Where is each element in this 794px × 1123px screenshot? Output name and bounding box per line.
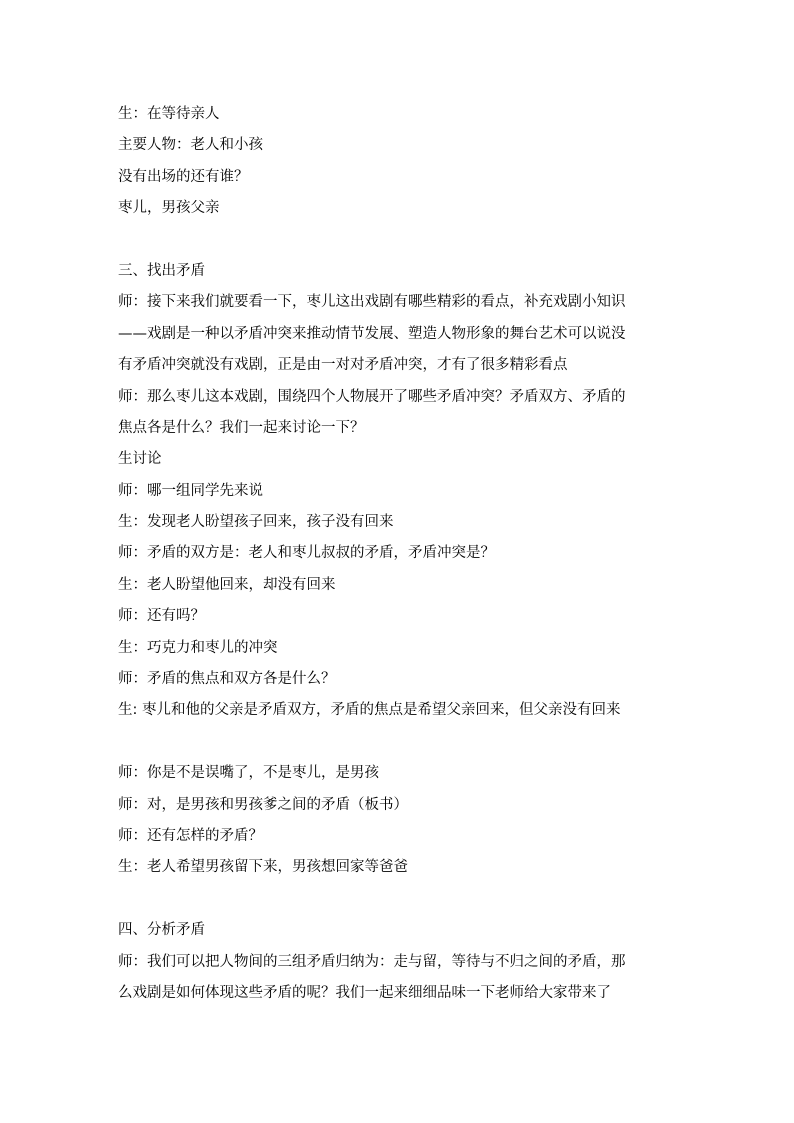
text-line: 师：接下来我们就要看一下，枣儿这出戏剧有哪些精彩的看点，补充戏剧小知识 [118, 294, 626, 311]
text-line: 师：还有怎样的矛盾？ [118, 827, 263, 844]
text-line: 师：对，是男孩和男孩爹之间的矛盾（板书） [118, 796, 408, 813]
text-line: 有矛盾冲突就没有戏剧，正是由一对对矛盾冲突，才有了很多精彩看点 [118, 357, 568, 374]
text-line: 生讨论 [118, 451, 162, 468]
text-line: 枣儿，男孩父亲 [118, 200, 220, 217]
text-line: 生：老人盼望他回来，却没有回来 [118, 576, 336, 593]
document-body [118, 99, 678, 1009]
text-line: 师：你是不是误嘴了，不是枣儿，是男孩 [118, 765, 379, 782]
text-line: 生：在等待亲人 [118, 106, 220, 122]
text-line: 师：我们可以把人物间的三组矛盾归纳为：走与留，等待与不归之间的矛盾，那 [118, 953, 626, 970]
text-line: 师：哪一组同学先来说 [118, 482, 263, 499]
text-line: ——戏剧是一种以矛盾冲突来推动情节发展、塑造人物形象的舞台艺术可以说没 [118, 325, 626, 342]
text-line: 师：还有吗？ [118, 608, 205, 625]
blank-line [118, 727, 678, 758]
section-heading: 三、找出矛盾 [118, 262, 205, 279]
text-line: 生：老人希望男孩留下来，男孩想回家等爸爸 [118, 859, 408, 876]
text-line: 师：矛盾的双方是：老人和枣儿叔叔的矛盾，矛盾冲突是？ [118, 545, 495, 562]
text-line: 焦点各是什么？我们一起来讨论一下？ [118, 419, 365, 436]
text-line: 师：矛盾的焦点和双方各是什么？ [118, 671, 336, 688]
text-line: 生：发现老人盼望孩子回来，孩子没有回来 [118, 514, 394, 531]
section-heading: 四、分析矛盾 [118, 922, 205, 939]
blank-line [118, 225, 678, 256]
text-line: 生: 枣儿和他的父亲是矛盾双方，矛盾的焦点是希望父亲回来，但父亲没有回来 [118, 702, 621, 719]
text-line: 没有出场的还有谁？ [118, 168, 249, 185]
blank-line [118, 884, 678, 915]
text-line: 主要人物：老人和小孩 [118, 137, 263, 154]
text-line: 生：巧克力和枣儿的冲突 [118, 639, 278, 656]
text-line: 师：那么枣儿这本戏剧，围绕四个人物展开了哪些矛盾冲突？矛盾双方、矛盾的 [118, 388, 626, 405]
text-line: 么戏剧是如何体现这些矛盾的呢？我们一起来细细品味一下老师给大家带来了 [118, 984, 611, 1001]
